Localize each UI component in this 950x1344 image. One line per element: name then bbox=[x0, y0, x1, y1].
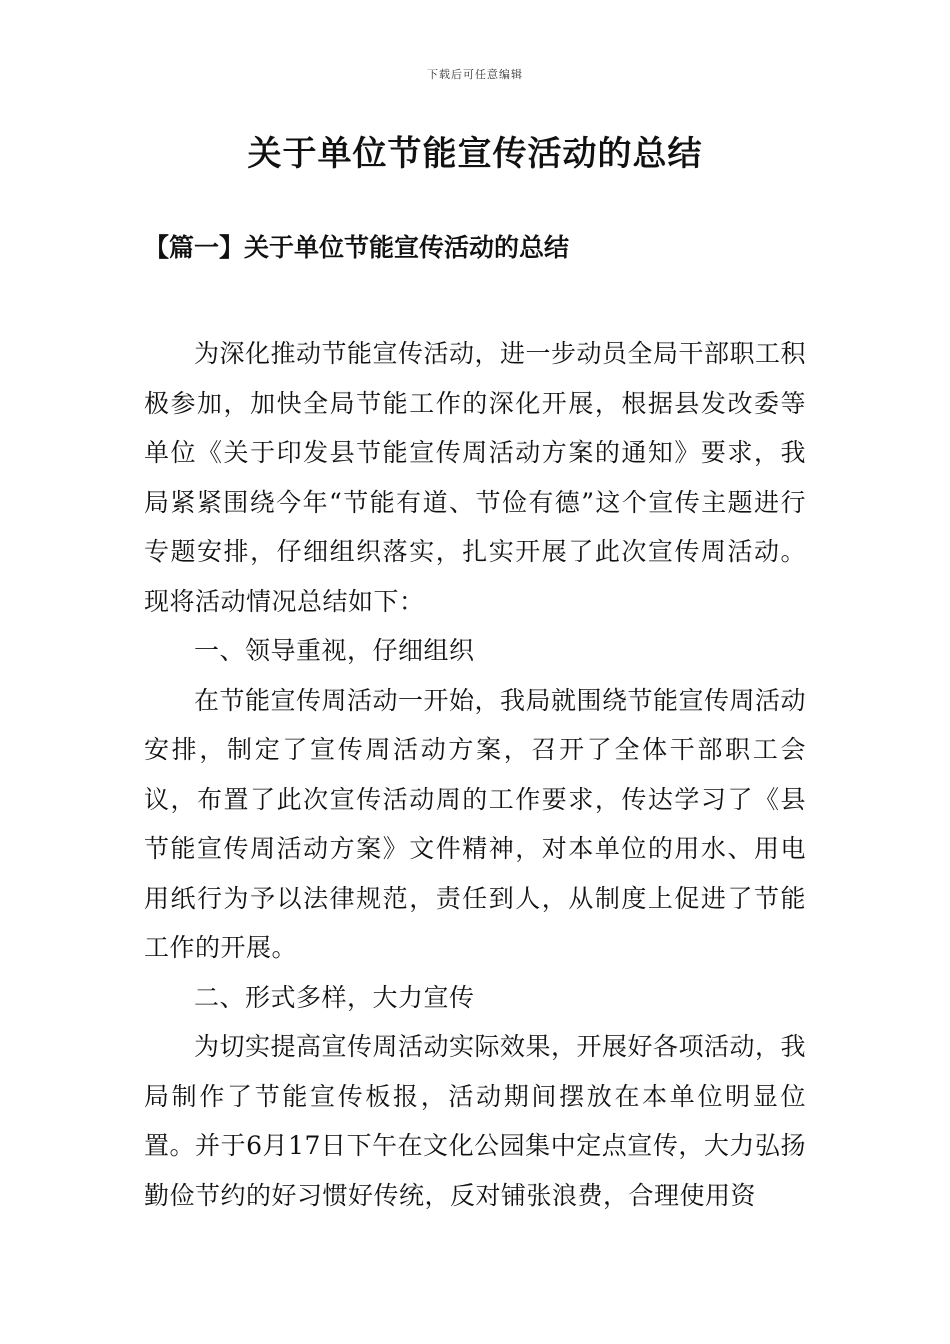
subheading-2: 二、形式多样，大力宣传 bbox=[194, 982, 475, 1012]
document-title: 关于单位节能宣传活动的总结 bbox=[247, 134, 703, 174]
subheading-1: 一、领导重视，仔细组织 bbox=[194, 636, 475, 665]
paragraph-1: 在节能宣传周活动一开始，我局就围绕节能宣传周活动安排，制定了宣传周活动方案，召开了全体干部职工会议，布置了此次宣传活动周的工作要求，传达学习了《县节能宣传周活动方案》文件精神，对本单位的用水、用电用纸行为予以法律规范，责任到人，从制度上促进了节能工作的开展。 bbox=[144, 685, 807, 962]
paragraph-intro: 为深化推动节能宣传活动，进一步动员全局干部职工积极参加，加快全局节能工作的深化开展，根据县发改委等单位《关于印发县节能宣传周活动方案的通知》要求，我局紧紧围绕今年“节能有道、节俭有德”这个宣传主题进行专题安排，仔细组织落实，扎实开展了此次宣传周活动。现将活动情况总结如下： bbox=[144, 339, 807, 616]
document-body bbox=[144, 329, 806, 1220]
header-note: 下载后可任意编辑 bbox=[427, 68, 523, 81]
paragraph-2: 为切实提高宣传周活动实际效果，开展好各项活动，我局制作了节能宣传板报，活动期间摆放在本单位明显位置。并于6月17日下午在文化公园集中定点宣传，大力弘扬勤俭节约的好习惯好传统，反对铺张浪费，合理使用资 bbox=[144, 1032, 807, 1210]
section-heading: 【篇一】关于单位节能宣传活动的总结 bbox=[144, 233, 570, 262]
